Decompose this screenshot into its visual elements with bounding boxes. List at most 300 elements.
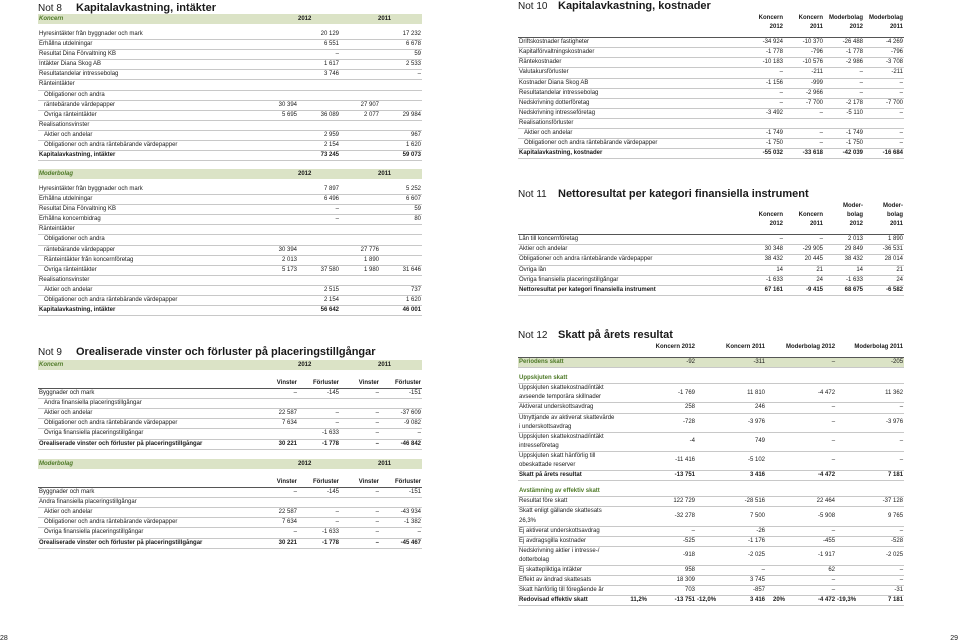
row-value — [628, 358, 648, 368]
row-value — [340, 185, 380, 195]
row-value — [696, 358, 716, 368]
row-label: Ränteintäkter — [38, 80, 258, 90]
row-value — [258, 90, 298, 100]
table-row — [518, 48, 904, 58]
row-value: 20 445 — [784, 255, 824, 265]
row-value — [298, 275, 340, 285]
row-value: – — [340, 409, 380, 419]
row-value — [340, 70, 380, 80]
row-value: 3 416 — [716, 596, 766, 606]
table-row — [38, 285, 422, 295]
total-value: 68 675 — [824, 285, 864, 295]
section-row — [518, 481, 904, 497]
row-value — [380, 90, 422, 100]
row-label: Aktier och andelar — [38, 409, 258, 419]
row-label: Periodens skatt — [518, 358, 628, 368]
note12-head-4: Moderbolag 2011 — [854, 344, 904, 350]
row-value — [766, 358, 786, 368]
table-row — [38, 245, 422, 255]
row-value: – — [824, 78, 864, 88]
row-label: Nedskrivning aktier i intresse-/ dotterbolag — [518, 546, 628, 565]
table-row — [518, 58, 904, 68]
row-value: 2 515 — [298, 285, 340, 295]
note11-number: Not 11 — [518, 189, 547, 200]
total-value: 73 245 — [298, 151, 340, 161]
row-label: Nedskrivning dotterföretag — [518, 98, 744, 108]
total-value: -16 684 — [864, 149, 904, 159]
table-row — [518, 497, 904, 507]
total-value: -6 582 — [864, 285, 904, 295]
total-value: -42 039 — [824, 149, 864, 159]
row-value — [258, 235, 298, 245]
row-value: – — [340, 488, 380, 498]
row-value — [696, 384, 716, 403]
note8-group2-label: Moderbolag — [39, 171, 73, 177]
row-value: -145 — [298, 488, 340, 498]
row-value — [340, 141, 380, 151]
row-label: Redovisad effektiv skatt — [518, 596, 628, 606]
row-value — [766, 546, 786, 565]
row-label: Nedskrivning intresseföretag — [518, 108, 744, 118]
row-value: 14 — [824, 265, 864, 275]
row-value — [628, 526, 648, 536]
row-label: Resultatandelar intressebolag — [518, 88, 744, 98]
total-value: -55 032 — [744, 149, 784, 159]
row-value: -796 — [784, 48, 824, 58]
row-value: 2 959 — [298, 130, 340, 140]
row-value: -857 — [716, 586, 766, 596]
note12-title: Skatt på årets resultat — [558, 329, 673, 341]
note8-table-koncern — [38, 14, 422, 161]
row-value — [340, 60, 380, 70]
row-value: – — [786, 432, 836, 451]
row-value — [340, 225, 380, 235]
row-value: -11 416 — [648, 451, 696, 470]
total-value: -46 842 — [380, 439, 422, 449]
row-label: Ej skattepliktiga intäkter — [518, 565, 628, 575]
table-row — [518, 245, 904, 255]
row-value: -1 633 — [744, 275, 784, 285]
row-value: -211 — [864, 68, 904, 78]
note9-group2-label: Moderbolag — [39, 461, 73, 467]
row-value: 958 — [648, 565, 696, 575]
row-value: -2 025 — [856, 546, 904, 565]
row-value — [258, 30, 298, 40]
row-value — [258, 205, 298, 215]
note8-number: Not 8 — [38, 3, 62, 14]
section-label: Avstämning av effektiv skatt — [518, 481, 904, 497]
row-value: – — [786, 358, 836, 368]
row-value — [340, 399, 380, 409]
row-label: Utnyttjande av aktiverat skattevärde i underskottsavdrag — [518, 413, 628, 432]
row-value: -145 — [298, 389, 340, 399]
row-value: 122 729 — [648, 497, 696, 507]
empty-cell — [340, 306, 380, 316]
row-value — [628, 546, 648, 565]
note9-group2-sub-vinster-2011: Vinster — [340, 478, 380, 488]
row-value — [836, 546, 856, 565]
row-value: – — [784, 139, 824, 149]
row-value — [628, 586, 648, 596]
row-label: Övriga finansiella placeringstillgångar — [38, 429, 258, 439]
table-row — [38, 100, 422, 110]
table-row — [38, 498, 422, 508]
row-label: Intäkter Diana Skog AB — [38, 60, 258, 70]
note8-heading — [38, 2, 216, 14]
row-value: – — [856, 403, 904, 413]
row-value — [298, 80, 340, 90]
note9-group-label: Koncern — [39, 362, 64, 368]
row-value: – — [784, 129, 824, 139]
row-value — [380, 245, 422, 255]
row-value: – — [258, 389, 298, 399]
row-label: räntebärande värdepapper — [38, 100, 258, 110]
table-row — [518, 471, 904, 481]
row-value — [258, 50, 298, 60]
note11-head-1: Koncern 2012 — [758, 212, 783, 228]
row-value: 2 013 — [258, 255, 298, 265]
row-value: – — [864, 108, 904, 118]
table-row — [518, 255, 904, 265]
row-value: – — [856, 432, 904, 451]
row-value — [766, 451, 786, 470]
row-label: Uppskjuten skatt hänförlig till obeskattade reserver — [518, 451, 628, 470]
row-label: Driftskostnader fastigheter — [518, 38, 744, 48]
row-value: -1 633 — [824, 275, 864, 285]
row-value — [380, 255, 422, 265]
row-value: – — [744, 88, 784, 98]
row-value — [298, 255, 340, 265]
table-row — [38, 296, 422, 306]
row-label: Skatt enligt gällande skattesats 26,3% — [518, 507, 628, 526]
note11-title: Nettoresultat per kategori finansiella instrument — [558, 188, 809, 200]
table-row — [518, 129, 904, 139]
row-value — [298, 245, 340, 255]
row-value: 3 416 — [716, 471, 766, 481]
table-row — [38, 60, 422, 70]
row-value: 17 232 — [380, 30, 422, 40]
row-value — [258, 215, 298, 225]
empty-cell — [258, 306, 298, 316]
total-value: -45 467 — [380, 538, 422, 548]
note12-number: Not 12 — [518, 330, 548, 341]
total-value: – — [340, 439, 380, 449]
row-label: Aktier och andelar — [38, 130, 258, 140]
row-value: -151 — [380, 488, 422, 498]
note10-number: Not 10 — [518, 1, 548, 12]
row-value — [258, 195, 298, 205]
row-value: -1 156 — [744, 78, 784, 88]
row-value: 38 432 — [824, 255, 864, 265]
row-value: 2 154 — [298, 296, 340, 306]
row-label: Erhållna utdelningar — [38, 40, 258, 50]
row-value — [298, 90, 340, 100]
row-value: 29 849 — [824, 245, 864, 255]
row-value: 62 — [786, 565, 836, 575]
note10-head-2: Koncern 2011 — [798, 15, 823, 31]
row-value — [298, 498, 340, 508]
row-value — [380, 275, 422, 285]
row-value: 7 181 — [856, 471, 904, 481]
note9-sub-forluster-2012: Förluster — [298, 379, 340, 389]
row-label: Ej avdragsgilla kostnader — [518, 536, 628, 546]
row-value: 749 — [716, 432, 766, 451]
row-value — [258, 141, 298, 151]
total-label: Orealiserade vinster och förluster på placeringstillgångar — [38, 538, 258, 548]
row-value: – — [786, 413, 836, 432]
row-label: räntebärande värdepapper — [38, 245, 258, 255]
note9-number: Not 9 — [38, 347, 62, 358]
row-value — [696, 471, 716, 481]
row-value — [836, 497, 856, 507]
row-value: – — [340, 528, 380, 538]
row-value — [628, 403, 648, 413]
row-value — [766, 471, 786, 481]
section-row — [518, 368, 904, 384]
row-label: Effekt av ändrad skattesats — [518, 576, 628, 586]
row-value: -26 — [716, 526, 766, 536]
note10-head-3: Moderbolag 2012 — [829, 15, 863, 31]
row-value: -43 934 — [380, 508, 422, 518]
row-value: – — [744, 98, 784, 108]
row-label: Övriga ränteintäkter — [38, 110, 258, 120]
table-row — [38, 265, 422, 275]
row-value: 5 695 — [258, 110, 298, 120]
row-value — [258, 498, 298, 508]
row-label: Byggnader och mark — [38, 488, 258, 498]
row-value: 246 — [716, 403, 766, 413]
total-value: 30 221 — [258, 439, 298, 449]
row-value: 7 634 — [258, 518, 298, 528]
row-value: -37 128 — [856, 497, 904, 507]
note8-group-label: Koncern — [39, 16, 64, 22]
row-value: 3 745 — [716, 576, 766, 586]
row-label: Realisationsförluster — [518, 118, 744, 128]
row-value: -28 516 — [716, 497, 766, 507]
row-value — [380, 80, 422, 90]
row-value: – — [786, 586, 836, 596]
row-value: 967 — [380, 130, 422, 140]
row-value — [340, 120, 380, 130]
row-value: -528 — [856, 536, 904, 546]
row-value — [836, 358, 856, 368]
note9-group2-sub-forluster-2012: Förluster — [298, 478, 340, 488]
row-value — [766, 586, 786, 596]
row-value: 22 587 — [258, 508, 298, 518]
row-label: Övriga lån — [518, 265, 744, 275]
row-value — [766, 432, 786, 451]
row-value — [628, 536, 648, 546]
table-row — [518, 78, 904, 88]
row-value: – — [864, 78, 904, 88]
row-value: -37 609 — [380, 409, 422, 419]
row-value — [766, 576, 786, 586]
row-value: 20% — [766, 596, 786, 606]
row-value: – — [786, 526, 836, 536]
row-value — [298, 225, 340, 235]
row-value: 3 746 — [298, 70, 340, 80]
table-row — [518, 118, 904, 128]
row-value: 30 394 — [258, 245, 298, 255]
row-label: Valutakursförluster — [518, 68, 744, 78]
row-label: Obligationer och andra räntebärande värdepapper — [38, 296, 258, 306]
row-value: -31 — [856, 586, 904, 596]
row-value: 38 432 — [744, 255, 784, 265]
total-value: -1 778 — [298, 538, 340, 548]
row-label: Erhållna koncernbidrag — [38, 215, 258, 225]
row-value: -4 472 — [786, 384, 836, 403]
row-value — [380, 399, 422, 409]
row-value: -10 576 — [784, 58, 824, 68]
row-value: -1 917 — [786, 546, 836, 565]
row-value — [696, 497, 716, 507]
row-value — [340, 498, 380, 508]
row-value: -1 749 — [744, 129, 784, 139]
table-row — [518, 38, 904, 48]
table-row — [518, 413, 904, 432]
total-row — [518, 149, 904, 159]
note9-table-koncern — [38, 360, 422, 450]
row-value — [340, 275, 380, 285]
table-row — [518, 596, 904, 606]
row-label: Skatt hänförlig till föregående år — [518, 586, 628, 596]
row-value: – — [856, 451, 904, 470]
empty-cell — [340, 151, 380, 161]
row-value: -1 778 — [744, 48, 784, 58]
row-value: 2 154 — [298, 141, 340, 151]
note9-table-moderbolag — [38, 459, 422, 549]
note11-head-3: Moder- bolag 2012 — [843, 203, 863, 228]
row-value: 1 617 — [298, 60, 340, 70]
row-value: 22 587 — [258, 409, 298, 419]
row-value — [298, 399, 340, 409]
total-row — [38, 538, 422, 548]
row-value — [628, 432, 648, 451]
row-value — [836, 471, 856, 481]
row-label: Obligationer och andra räntebärande värdepapper — [38, 141, 258, 151]
note9-group2-col-2012: 2012 — [298, 461, 312, 467]
row-value: 24 — [784, 275, 824, 285]
table-row — [518, 275, 904, 285]
table-row — [38, 70, 422, 80]
row-value — [744, 118, 784, 128]
row-label: Obligationer och andra räntebärande värdepapper — [518, 139, 744, 149]
row-value: 6 551 — [298, 40, 340, 50]
row-label: Ränteintäkter från koncernföretag — [38, 255, 258, 265]
note10-head-4: Moderbolag 2011 — [869, 15, 903, 31]
table-row — [518, 507, 904, 526]
table-row — [38, 508, 422, 518]
row-value: -728 — [648, 413, 696, 432]
row-value: -7 700 — [864, 98, 904, 108]
row-value: -10 183 — [744, 58, 784, 68]
row-value: – — [786, 576, 836, 586]
row-value: 30 348 — [744, 245, 784, 255]
row-value: – — [786, 403, 836, 413]
row-value: 11,2% — [628, 596, 648, 606]
row-value: -3 708 — [864, 58, 904, 68]
row-value: 737 — [380, 285, 422, 295]
row-value: – — [786, 451, 836, 470]
row-value: -5 110 — [824, 108, 864, 118]
row-value: 6 607 — [380, 195, 422, 205]
row-label: Ränteintäkter — [38, 225, 258, 235]
row-value: – — [744, 235, 784, 245]
row-value: 6 678 — [380, 40, 422, 50]
row-value: -1 176 — [716, 536, 766, 546]
total-value: 67 161 — [744, 285, 784, 295]
row-value — [340, 235, 380, 245]
note8-col-2011: 2011 — [378, 16, 392, 22]
row-value — [836, 565, 856, 575]
row-label: Obligationer och andra räntebärande värdepapper — [38, 419, 258, 429]
row-value: -1 633 — [298, 528, 340, 538]
table-row — [38, 40, 422, 50]
row-value — [628, 497, 648, 507]
row-value: – — [298, 205, 340, 215]
note9-sub-vinster-2011: Vinster — [340, 379, 380, 389]
row-value — [258, 130, 298, 140]
table-row — [518, 139, 904, 149]
row-value — [766, 536, 786, 546]
row-value — [766, 497, 786, 507]
row-value: – — [340, 508, 380, 518]
table-row — [518, 384, 904, 403]
row-value: 29 984 — [380, 110, 422, 120]
row-value: 21 — [864, 265, 904, 275]
row-value: 2 013 — [824, 235, 864, 245]
row-value — [258, 80, 298, 90]
row-value: -1 750 — [744, 139, 784, 149]
row-value: 24 — [864, 275, 904, 285]
row-value: 27 907 — [340, 100, 380, 110]
note12-heading — [518, 329, 673, 341]
note10-heading — [518, 0, 711, 12]
row-value: 11 362 — [856, 384, 904, 403]
row-label: Hyresintäkter från byggnader och mark — [38, 30, 258, 40]
total-value: 56 642 — [298, 306, 340, 316]
row-value: 28 014 — [864, 255, 904, 265]
row-value: 21 — [784, 265, 824, 275]
row-value: -3 492 — [744, 108, 784, 118]
row-value — [340, 30, 380, 40]
note9-col-2011: 2011 — [378, 362, 392, 368]
note9-group2-sub-vinster-2012: Vinster — [258, 478, 298, 488]
row-value — [836, 432, 856, 451]
row-label: Hyresintäkter från byggnader och mark — [38, 185, 258, 195]
row-label: Andra finansiella placeringstillgångar — [38, 498, 258, 508]
row-label: Obligationer och andra räntebärande värdepapper — [38, 518, 258, 528]
row-label: Byggnader och mark — [38, 389, 258, 399]
row-value: – — [380, 70, 422, 80]
row-value — [258, 185, 298, 195]
row-value: -13 751 — [648, 596, 696, 606]
row-value: – — [824, 88, 864, 98]
table-row — [518, 546, 904, 565]
row-value — [340, 215, 380, 225]
total-row — [518, 285, 904, 295]
row-label: Realisationsvinster — [38, 120, 258, 130]
row-value: – — [340, 429, 380, 439]
row-value: -205 — [856, 358, 904, 368]
row-value: – — [298, 419, 340, 429]
row-label: Uppskjuten skattekostnad/intäkt avseende temporära skillnader — [518, 384, 628, 403]
row-value — [766, 413, 786, 432]
row-value — [836, 536, 856, 546]
row-value: -918 — [648, 546, 696, 565]
row-value — [380, 498, 422, 508]
row-value: -999 — [784, 78, 824, 88]
